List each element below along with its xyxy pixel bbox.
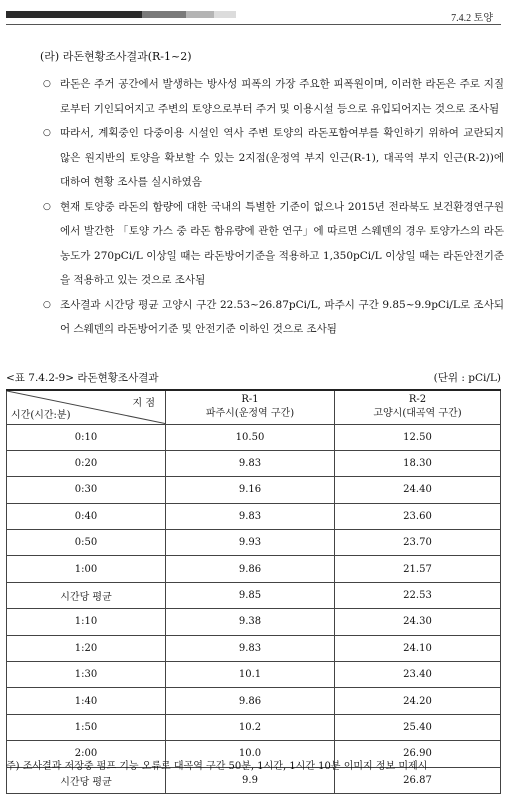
time-cell: 0:10	[7, 424, 166, 450]
bullet-text: 현재 토양중 라돈의 함량에 대한 국내의 특별한 기준이 없으나 2015년 전라북도 보건환경연구원에서 발간한 「토양 가스 중 라돈 함유량에 관한 연구」에 따르면 스웨덴의 경우 토양가스의 라돈농도가 270pCi/L 이상일 때는 라돈방어기준을 적용하고 1,350pCi/L 이상일 때는 라돈안전기준을 적용하고 있는 것으로 조사됨	[60, 200, 504, 286]
r2-value-cell: 26.90	[335, 741, 501, 767]
r2-value-cell: 24.30	[335, 609, 501, 635]
r1-value-cell: 9.86	[166, 556, 335, 582]
table-row	[7, 635, 501, 661]
column-name: 고양시(대곡역 구간)	[373, 408, 462, 420]
time-cell: 1:00	[7, 556, 166, 582]
header-accent-bar	[6, 11, 142, 18]
r1-value-cell: 10.0	[166, 741, 335, 767]
radon-table	[6, 389, 501, 794]
r2-value-cell: 26.87	[335, 767, 501, 793]
r2-value-cell: 22.53	[335, 582, 501, 608]
time-cell: 시간당 평균	[7, 767, 166, 793]
bullet-marker-icon: ○	[43, 299, 51, 310]
header-accent-bar	[214, 11, 236, 18]
header-rule	[6, 24, 501, 25]
r1-value-cell: 9.9	[166, 767, 335, 793]
column-header-r1	[166, 390, 335, 424]
time-cell: 1:30	[7, 662, 166, 688]
r1-value-cell: 9.16	[166, 477, 335, 503]
table-row	[7, 688, 501, 714]
r2-value-cell: 23.70	[335, 530, 501, 556]
table-unit: (단위 : pCi/L)	[433, 372, 501, 384]
bullet-item	[42, 195, 504, 293]
r2-value-cell: 25.40	[335, 714, 501, 740]
section-label: 7.4.2 토양	[451, 13, 493, 24]
bullet-text: 라돈은 주거 공간에서 발생하는 방사성 피폭의 가장 주요한 피폭원이며, 이러한 라돈은 주로 지질로부터 기인되어지고 주변의 토양으로부터 주거 및 이용시설 등으로 유입되어지는 것으로 조사됨	[60, 78, 504, 115]
bullet-marker-icon: ○	[43, 79, 51, 89]
table-row	[7, 450, 501, 476]
header-bar	[6, 7, 501, 23]
time-cell: 1:10	[7, 609, 166, 635]
bullet-item	[42, 121, 504, 195]
time-cell: 2:00	[7, 741, 166, 767]
bullet-marker-icon: ○	[43, 128, 51, 138]
r1-value-cell: 9.93	[166, 530, 335, 556]
r1-value-cell: 10.50	[166, 424, 335, 450]
r2-value-cell: 24.20	[335, 688, 501, 714]
bullet-text: 따라서, 계획중인 다중이용 시설인 역사 주변 토양의 라돈포함여부를 확인하기 위하여 교란되지 않은 원지반의 토양을 확보할 수 있는 2지점(운정역 부지 인근(R-1), 대곡역 부지 인근(R-2))에 대하여 현황 조사를 실시하였음	[60, 127, 504, 188]
corner-header-cell	[7, 390, 166, 424]
table-caption: <표 7.4.2-9> 라돈현황조사결과	[6, 372, 159, 384]
table-row	[7, 662, 501, 688]
time-cell: 1:40	[7, 688, 166, 714]
table-row	[7, 424, 501, 450]
bullet-list	[42, 72, 504, 342]
r2-value-cell: 12.50	[335, 424, 501, 450]
table-footnote: 주) 조사결과 저장중 펌프 기능 오류로 대곡역 구간 50분, 1시간, 1시간 10분 이미지 정보 미제시	[6, 761, 428, 772]
table-header-row	[7, 390, 501, 424]
table-row	[7, 609, 501, 635]
r2-value-cell: 21.57	[335, 556, 501, 582]
r1-value-cell: 9.83	[166, 450, 335, 476]
column-id: R-2	[408, 394, 427, 406]
header-accent-bar	[142, 11, 186, 18]
section-heading: (라) 라돈현황조사결과(R-1~2)	[40, 50, 192, 63]
column-name: 파주시(운정역 구간)	[205, 408, 295, 420]
r2-value-cell: 24.10	[335, 635, 501, 661]
time-label: 시간(시간:분)	[11, 409, 71, 421]
bullet-text: 조사결과 시간당 평균 고양시 구간 22.53~26.87pCi/L, 파주시 구간 9.85~9.9pCi/L로 조사되어 스웨덴의 라돈방어기준 및 안전기준 이하인 것으로 조사됨	[60, 298, 504, 335]
r1-value-cell: 10.2	[166, 714, 335, 740]
r2-value-cell: 18.30	[335, 450, 501, 476]
table-row	[7, 582, 501, 608]
time-cell: 1:20	[7, 635, 166, 661]
table-row	[7, 556, 501, 582]
site-label: 지 점	[132, 398, 155, 409]
bullet-marker-icon: ○	[43, 201, 51, 212]
bullet-item	[42, 293, 504, 342]
r2-value-cell: 24.40	[335, 477, 501, 503]
r1-value-cell: 9.86	[166, 688, 335, 714]
r2-value-cell: 23.60	[335, 503, 501, 529]
time-cell: 1:50	[7, 714, 166, 740]
column-header-r2	[335, 390, 501, 424]
time-cell: 0:40	[7, 503, 166, 529]
time-cell: 0:50	[7, 530, 166, 556]
time-cell: 시간당 평균	[7, 582, 166, 608]
r1-value-cell: 9.83	[166, 503, 335, 529]
r1-value-cell: 9.83	[166, 635, 335, 661]
table-row	[7, 503, 501, 529]
r1-value-cell: 9.85	[166, 582, 335, 608]
table-row	[7, 477, 501, 503]
header-accent-bar	[186, 11, 214, 18]
column-id: R-1	[241, 394, 259, 406]
time-cell: 0:20	[7, 450, 166, 476]
bullet-item	[42, 72, 504, 121]
r2-value-cell: 23.40	[335, 662, 501, 688]
r1-value-cell: 9.38	[166, 609, 335, 635]
r1-value-cell: 10.1	[166, 662, 335, 688]
table-row	[7, 530, 501, 556]
time-cell: 0:30	[7, 477, 166, 503]
table-row	[7, 714, 501, 740]
